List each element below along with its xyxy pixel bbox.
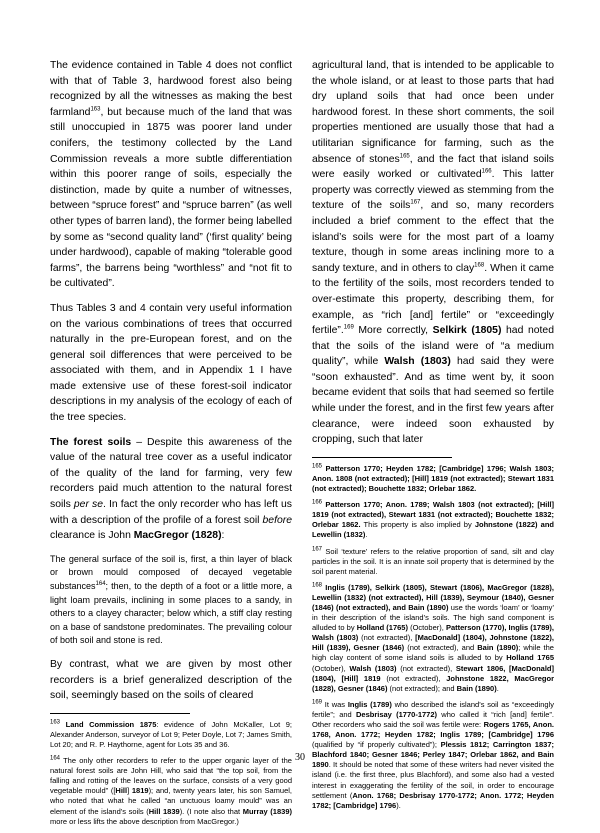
block-quote-macgregor: The general surface of the soil is, first, a thin layer of black or brown mould composed of decayed vegetable substances$^{164}$; then, to the depth of a foot or a little more, a light loam prevails, inclining in some places to a sandy, in others to a clayey character; below which, a stiff clay resting on a base of sandstone predominates. The prevailing colour of both soil and stone is red.	[50, 553, 292, 646]
footnote-164: $^{164}$ The only other recorders to refer to the upper organic layer of the natural forest soils are John Hill, who said that “the top soil, from the falling and rotting of the leaves on the surface, consists of a very good vegetable mould” ([Hill] 1819); and, twenty years later, his son Samuel, who noted that what he called “an unctuous loamy mould” was an element of the island’s soils (Hill 1839). (I note also that Murray (1839) more or less lifts the above description from MacGregor.)	[50, 755, 293, 826]
footnote-167: $^{167}$ Soil ‘texture’ refers to the relative proportion of sand, silt and clay particles in the soil. It is an innate soil property that is determined by the soil parent material.	[312, 546, 554, 576]
paragraph-table-evidence: The evidence contained in Table 4 does not conflict with that of Table 3, hardwood forest also being recognized by all the witnesses as making the best farmland$^{163}$, but because much of the land that was still unoccupied in 1875 was poorer land under conifers, the testimony collected by the Land Commission reveals a more subtle differentiation within this poorer range of soils, especially the distinction, made by quite a number of witnesses, between “spruce forest” and “spruce barren” (as well other types of barren land), the former being labelled by some as “second quality land” (‘first quality’ being under hardwood), capable of making “tolerable good farms”, the barrens being “worthless” and “not fit to be cultivated”.	[50, 60, 293, 290]
footnote-168: $^{168}$ Inglis (1789), Selkirk (1805), Stewart (1806), MacGregor (1828), Lewellin (1832) (not extracted), Hill (1839), Seymour (1840), Gesner (1846) (not extracted), and Bain (1890) use the words ‘loam’ or ‘loamy’ in their description of the island’s soils. The high sand component is alluded to by Holland (1765) (October), Patterson (1770), Inglis (1789), Walsh (1803) (not extracted), [MacDonald] (1804), Johnstone (1822), Hill (1839), Gesner (1846) (not extracted), and Bain (1890); while the high clay content of some island soils is alluded to by Holland 1765 (October), Walsh (1803) (not extracted), Stewart 1806, [MacDonald] (1804), [Hill] 1819 (not extracted), Johnstone 1822, MacGregor (1828), Gesner (1846) (not extracted); and Bain (1890).	[312, 582, 554, 693]
footnote-163: $^{163}$ Land Commission 1875: evidence of John McKaller, Lot 9; Alexander Anderson, surveyor of Lot 9; Peter Doyle, Lot 7; James Smith, Lot 20; and R. P. Haythorne, agent for Lots 35 and 36.	[50, 719, 292, 749]
paragraph-by-contrast: By contrast, what we are given by most other recorders is a brief generalized description of the soil, seemingly based on the soils of cleared	[50, 658, 292, 702]
footnote-ref-164[interactable]: 164	[95, 581, 106, 587]
footnote-ref-168[interactable]: 168	[474, 262, 485, 269]
footnote-ref-169[interactable]: 169	[343, 324, 354, 331]
footnote-ref-165[interactable]: 165	[399, 153, 410, 160]
paragraph-tables-summary: Thus Tables 3 and 4 contain very useful information on the various combinations of trees that occurred naturally in the pre-European forest, and on the general soil differences that were perceived to be associated with them, and in Appendix 1 I have made extensive use of these forest-soil indicator descriptions in my analysis of the ecology of each of the tree species.	[50, 302, 292, 424]
paragraph-agricultural-land: agricultural land, that is intended to be applicable to the whole island, or at least to those parts that had dry upland soils that had once been under hardwood forest. In these short comments, the soil properties mentioned are usually those that had a utilitarian significance for farming, such as the absence of stones$^{165}$, and the fact that island soils were easily worked or cultivated$^{166}$. This latter property was correctly viewed as stemming from the texture of the soils$^{167}$, and so, many recorders included a brief comment to the effect that the island’s soils were for the most part of a loamy texture, though in some areas inclining more to a sandy texture, and in others to clay$^{168}$. When it came to the fertility of the soils, most recorders tended to over-estimate this property, describing them, for example, as “rich [and] fertile” or “exceedingly fertile”.$^{169}$ More correctly, Selkirk (1805) had noted that the soils of the island were of “a medium quality”, while Walsh (1803) had said they were “soon exhausted”. And as time went by, it soon became evident that soils that had seemed so fertile while under the forest, and in the first few years after clearance, were indeed soon exhausted by cropping, such that later	[312, 60, 555, 446]
footnote-166: $^{166}$ Patterson 1770; Anon. 1789; Walsh 1803 (not extracted); [Hill] 1819 (not extracted), Stewart 1831 (not extracted); Bouchette 1832; Orlebar 1862. This property is also implied by Johnstone (1822) and Lewellin (1832).	[312, 499, 554, 540]
footnote-169: $^{169}$ It was Inglis (1789) who described the island’s soil as “exceedingly fertile”; and Desbrisay (1770-1772) who called it “rich [and] fertile”. Other recorders who said the soil was fertile were: Rogers 1765, Anon. 1768, Anon. 1772; Heyden 1782; Inglis 1789; [Cambridge] 1796 (qualified by “if properly cultivated”); Plessis 1812; Carrington 1837; Blachford 1840; Gesner 1846; Perley 1847; Orlebar 1862, and Bain 1890. It should be noted that some of these writers had never visited the island (i.e. the first three, plus Blachford), and some also had a vested interest in exaggerating the fertility of the soil, in order to encourage settlement (Anon. 1768; Desbrisay 1770-1772; Anon. 1772; Heyden 1782; [Cambridge] 1796).	[312, 699, 555, 810]
footnote-ref-167[interactable]: 167	[410, 199, 421, 206]
footnote-divider	[50, 713, 190, 714]
section-heading-forest-soils: The forest soils	[50, 436, 132, 448]
right-column	[312, 58, 554, 817]
left-column	[50, 58, 292, 833]
paragraph-forest-soils: The forest soils – Despite this awareness of the value of the natural tree cover as a useful indicator of the quality of the land for farming, very few recorders paid much attention to the natural forest soils per se. In fact the only recorder who has left us with a description of the profile of a forest soil before clearance is John MacGregor (1828):	[50, 436, 293, 542]
footnote-ref-163[interactable]: 163	[90, 106, 101, 113]
footnote-165: $^{165}$ Patterson 1770; Heyden 1782; [Cambridge] 1796; Walsh 1803; Anon. 1808 (not extracted); [Hill] 1819 (not extracted); Stewart 1831 (not extracted); Bouchette 1832; Orlebar 1862.	[312, 463, 554, 494]
page-number: 30	[295, 752, 305, 763]
footnote-ref-166[interactable]: 166	[481, 168, 492, 175]
footnote-divider	[312, 457, 452, 458]
